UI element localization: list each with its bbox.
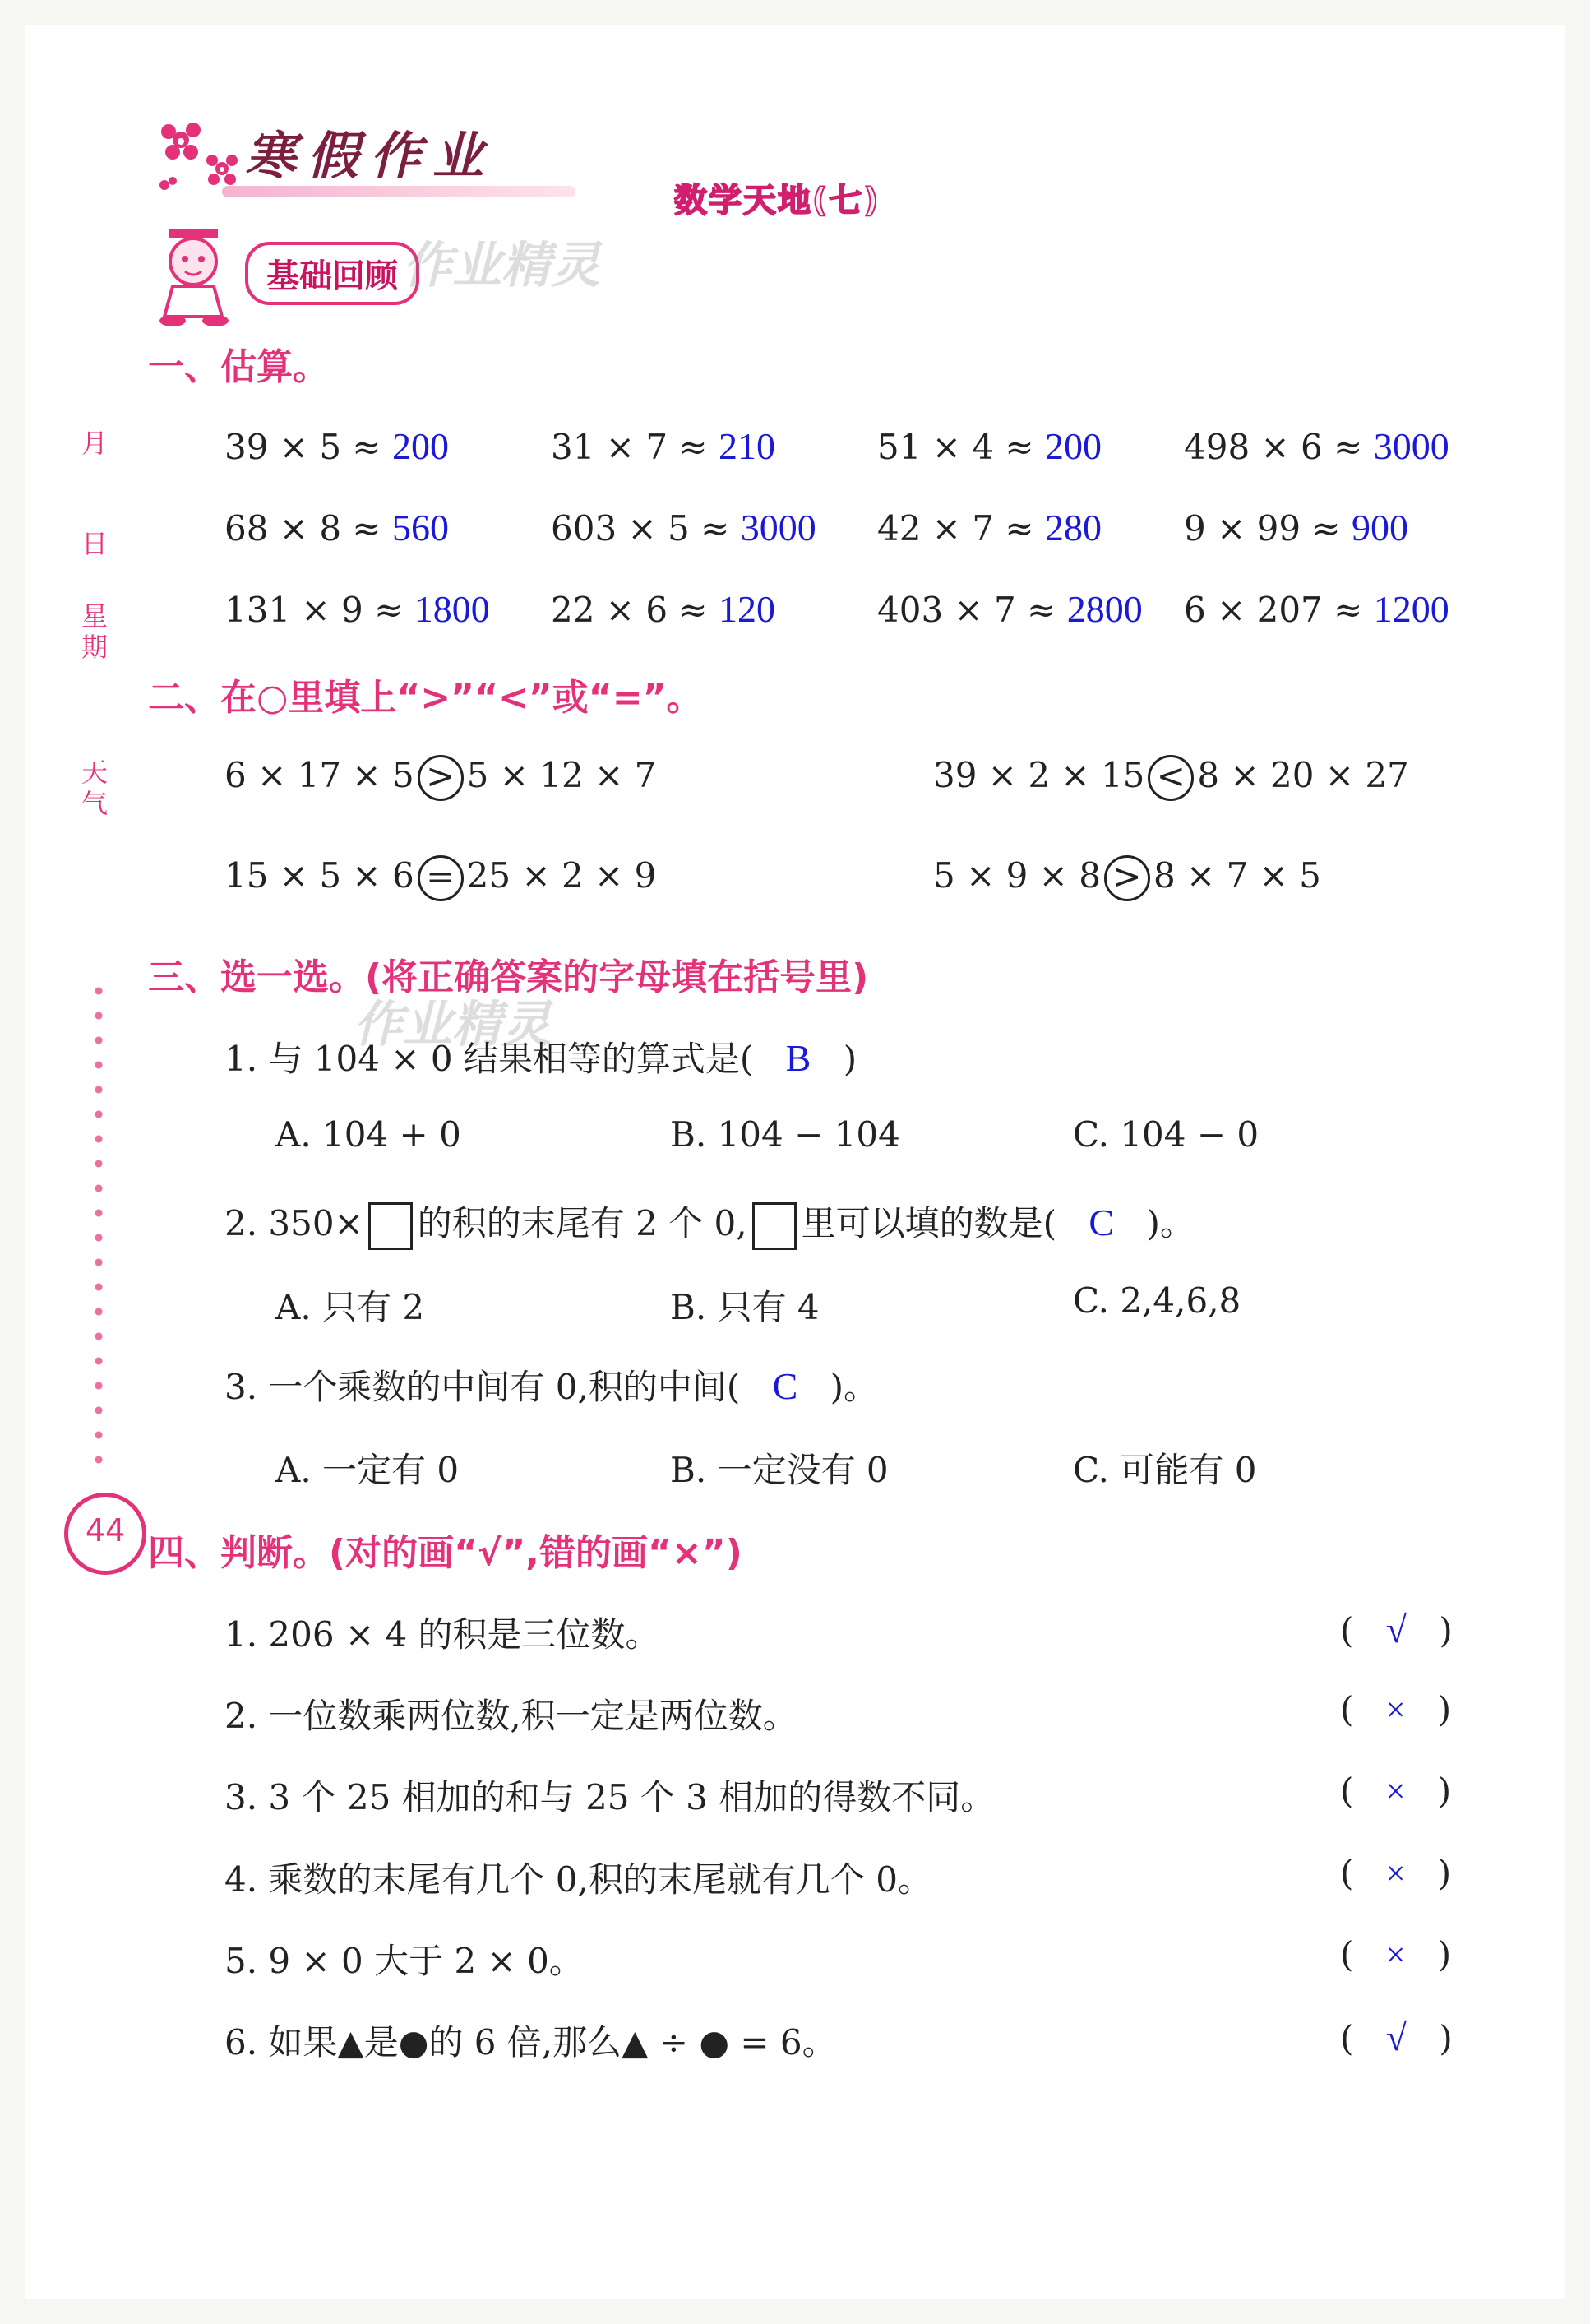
side-label-weather: 天气 <box>81 757 108 819</box>
choice-answer: B <box>785 1037 811 1079</box>
compare-circle: > <box>1104 855 1150 901</box>
blank-box <box>368 1202 413 1250</box>
judge-answer: × <box>1385 1855 1406 1893</box>
estimate-answer: 200 <box>391 425 449 467</box>
estimate-answer: 1800 <box>414 588 490 630</box>
watermark: 作业精灵 <box>354 996 551 1053</box>
compare-circle: > <box>418 755 464 801</box>
choice-option: A. 只有 2 <box>275 1287 425 1327</box>
judge-answer: × <box>1385 1937 1406 1974</box>
compare-item: 15 × 5 × 6 = 25 × 2 × 9 <box>224 855 656 901</box>
choice-answer: C <box>772 1365 798 1407</box>
judge-item: 3. 3 个 25 相加的和与 25 个 3 相加的得数不同。 <box>224 1777 996 1817</box>
estimate-item: 131 × 9 ≈ 1800 <box>224 588 490 630</box>
choice-option: C. 104 − 0 <box>1073 1114 1260 1155</box>
estimate-item: 403 × 7 ≈ 2800 <box>877 588 1143 630</box>
page-number: 44 <box>64 1493 146 1575</box>
estimate-item: 42 × 7 ≈ 280 <box>877 507 1102 549</box>
blank-box <box>752 1202 797 1250</box>
judge-item: 6. 如果▲是●的 6 倍,那么▲ ÷ ● = 6。 <box>224 2022 837 2062</box>
judge-item: 4. 乘数的末尾有几个 0,积的末尾就有几个 0。 <box>224 1859 932 1900</box>
choice-option: B. 104 − 104 <box>670 1114 900 1155</box>
estimate-item: 51 × 4 ≈ 200 <box>877 425 1102 467</box>
choice-question-1: 1. 与 104 × 0 结果相等的算式是( B ) <box>224 1037 857 1079</box>
dotted-border <box>86 979 111 1472</box>
judge-paren: ( × ) <box>1340 1934 1452 1974</box>
estimate-item: 498 × 6 ≈ 3000 <box>1184 425 1449 467</box>
judge-paren: ( × ) <box>1340 1853 1452 1893</box>
judge-item: 1. 206 × 4 的积是三位数。 <box>224 1614 660 1655</box>
judge-item: 2. 一位数乘两位数,积一定是两位数。 <box>224 1696 797 1736</box>
choice-option: B. 只有 4 <box>670 1287 820 1327</box>
choice-option: B. 一定没有 0 <box>670 1450 889 1490</box>
header-title: 寒假作业 <box>245 126 496 186</box>
estimate-answer: 3000 <box>740 507 816 549</box>
compare-item: 39 × 2 × 15 < 8 × 20 × 27 <box>933 755 1409 801</box>
estimate-answer: 1200 <box>1373 588 1449 630</box>
compare-circle: = <box>418 855 464 901</box>
judge-paren: ( √ ) <box>1340 2016 1453 2058</box>
estimate-item: 31 × 7 ≈ 210 <box>551 425 775 467</box>
judge-answer: × <box>1385 1773 1406 1811</box>
compare-item: 6 × 17 × 5 > 5 × 12 × 7 <box>224 755 656 801</box>
compare-circle: < <box>1148 755 1194 801</box>
side-label-day: 日 <box>81 528 108 559</box>
estimate-answer: 200 <box>1044 425 1102 467</box>
judge-answer: √ <box>1385 2016 1407 2058</box>
estimate-answer: 120 <box>718 588 775 630</box>
student-mascot-icon <box>148 222 247 332</box>
estimate-answer: 280 <box>1044 507 1102 549</box>
header-subtitle: 数学天地(七) <box>674 182 881 220</box>
watermark: 作业精灵 <box>403 237 600 294</box>
title-underline <box>222 186 575 197</box>
section-1-title: 一、估算。 <box>148 346 329 388</box>
estimate-answer: 560 <box>391 507 449 549</box>
judge-answer: √ <box>1385 1609 1407 1650</box>
estimate-item: 39 × 5 ≈ 200 <box>224 425 449 467</box>
compare-item: 5 × 9 × 8 > 8 × 7 × 5 <box>933 855 1321 901</box>
choice-answer: C <box>1089 1201 1115 1243</box>
judge-item: 5. 9 × 0 大于 2 × 0。 <box>224 1941 584 1981</box>
judge-paren: ( × ) <box>1340 1771 1452 1811</box>
choice-option: A. 一定有 0 <box>275 1450 460 1490</box>
choice-option: A. 104 + 0 <box>275 1114 461 1155</box>
estimate-answer: 3000 <box>1373 425 1449 467</box>
section-2-title: 二、在○里填上“>”“<”或“=”。 <box>148 677 703 719</box>
section-4-title: 四、判断。(对的画“√”,错的画“×”) <box>148 1532 742 1574</box>
estimate-answer: 2800 <box>1066 588 1143 630</box>
estimate-item: 68 × 8 ≈ 560 <box>224 507 449 549</box>
judge-paren: ( × ) <box>1340 1689 1452 1729</box>
side-label-month: 月 <box>81 428 108 459</box>
estimate-item: 6 × 207 ≈ 1200 <box>1184 588 1449 630</box>
estimate-answer: 900 <box>1351 507 1408 549</box>
estimate-item: 603 × 5 ≈ 3000 <box>551 507 816 549</box>
estimate-answer: 210 <box>718 425 775 467</box>
section-3-title: 三、选一选。(将正确答案的字母填在括号里) <box>148 956 869 998</box>
choice-option: C. 2,4,6,8 <box>1073 1280 1241 1321</box>
judge-answer: × <box>1385 1692 1406 1729</box>
estimate-item: 22 × 6 ≈ 120 <box>551 588 775 630</box>
section-badge: 基础回顾 <box>245 242 419 305</box>
side-label-weekday: 星期 <box>81 600 108 663</box>
choice-question-2: 2. 350× 的积的末尾有 2 个 0, 里可以填的数是( C )。 <box>224 1197 1195 1250</box>
choice-question-3: 3. 一个乘数的中间有 0,积的中间( C )。 <box>224 1365 879 1407</box>
judge-paren: ( √ ) <box>1340 1609 1453 1650</box>
worksheet-page <box>25 25 1565 2299</box>
estimate-item: 9 × 99 ≈ 900 <box>1184 507 1408 549</box>
choice-option: C. 可能有 0 <box>1073 1450 1257 1490</box>
